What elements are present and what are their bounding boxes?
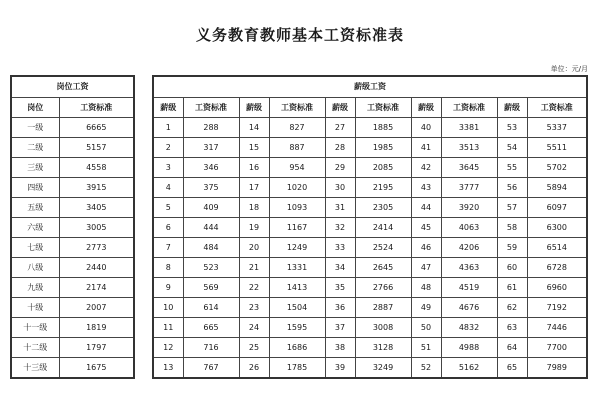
table-row	[11, 338, 134, 358]
grade-cell: 18	[239, 198, 269, 218]
grade-cell: 21	[239, 258, 269, 278]
grade-salary-cell: 1413	[269, 278, 325, 298]
salary-col-header: 工资标准	[355, 98, 411, 118]
grade-cell: 25	[239, 338, 269, 358]
post-salary-cell: 2440	[59, 258, 134, 278]
grade-cell: 28	[325, 138, 355, 158]
grade-salary-table	[152, 75, 588, 379]
grade-cell: 43	[411, 178, 441, 198]
grade-salary-cell: 2305	[355, 198, 411, 218]
grade-salary-cell: 3513	[441, 138, 497, 158]
grade-cell: 40	[411, 118, 441, 138]
grade-cell: 20	[239, 238, 269, 258]
post-col-header: 岗位	[11, 98, 59, 118]
grade-salary-cell: 2085	[355, 158, 411, 178]
grade-salary-cell: 5162	[441, 358, 497, 379]
grade-cell: 9	[153, 278, 183, 298]
grade-salary-cell: 4206	[441, 238, 497, 258]
grade-salary-cell: 7700	[527, 338, 587, 358]
table-row	[153, 358, 587, 379]
grade-cell: 7	[153, 238, 183, 258]
grade-cell: 59	[497, 238, 527, 258]
salary-col-header: 工资标准	[183, 98, 239, 118]
salary-table-body	[153, 118, 587, 379]
grade-salary-cell: 4832	[441, 318, 497, 338]
post-level-cell: 十级	[11, 298, 59, 318]
grade-cell: 6	[153, 218, 183, 238]
grade-cell: 49	[411, 298, 441, 318]
grade-cell: 5	[153, 198, 183, 218]
grade-salary-cell: 1020	[269, 178, 325, 198]
post-salary-cell: 3405	[59, 198, 134, 218]
salary-table-header: 薪级工资	[153, 76, 587, 98]
grade-salary-cell: 1504	[269, 298, 325, 318]
post-salary-cell: 1819	[59, 318, 134, 338]
grade-salary-cell: 6300	[527, 218, 587, 238]
grade-salary-cell: 2766	[355, 278, 411, 298]
table-row	[153, 118, 587, 138]
grade-cell: 58	[497, 218, 527, 238]
grade-salary-cell: 3777	[441, 178, 497, 198]
grade-salary-cell: 954	[269, 158, 325, 178]
post-level-cell: 七级	[11, 238, 59, 258]
post-level-cell: 六级	[11, 218, 59, 238]
grade-cell: 39	[325, 358, 355, 379]
table-row	[11, 278, 134, 298]
post-table-header: 岗位工资	[11, 76, 134, 98]
post-level-cell: 一级	[11, 118, 59, 138]
grade-cell: 32	[325, 218, 355, 238]
grade-cell: 57	[497, 198, 527, 218]
grade-cell: 34	[325, 258, 355, 278]
grade-cell: 50	[411, 318, 441, 338]
grade-cell: 29	[325, 158, 355, 178]
grade-salary-cell: 4676	[441, 298, 497, 318]
grade-cell: 61	[497, 278, 527, 298]
table-row	[11, 318, 134, 338]
grade-cell: 2	[153, 138, 183, 158]
table-row	[153, 338, 587, 358]
grade-salary-cell: 1595	[269, 318, 325, 338]
grade-cell: 37	[325, 318, 355, 338]
post-salary-cell: 6665	[59, 118, 134, 138]
grade-salary-cell: 6514	[527, 238, 587, 258]
table-row	[11, 298, 134, 318]
table-row	[153, 158, 587, 178]
grade-cell: 3	[153, 158, 183, 178]
post-salary-cell: 5157	[59, 138, 134, 158]
grade-cell: 4	[153, 178, 183, 198]
page-title: 义务教育教师基本工资标准表	[195, 26, 404, 44]
grade-cell: 30	[325, 178, 355, 198]
grade-salary-cell: 1331	[269, 258, 325, 278]
salary-col-header: 薪级	[325, 98, 355, 118]
grade-cell: 33	[325, 238, 355, 258]
grade-cell: 11	[153, 318, 183, 338]
grade-salary-cell: 1785	[269, 358, 325, 379]
post-level-cell: 十一级	[11, 318, 59, 338]
grade-cell: 15	[239, 138, 269, 158]
grade-cell: 27	[325, 118, 355, 138]
table-row	[153, 138, 587, 158]
unit-label: 单位：元/月	[550, 65, 588, 73]
grade-cell: 23	[239, 298, 269, 318]
table-row	[153, 178, 587, 198]
post-level-cell: 五级	[11, 198, 59, 218]
grade-salary-cell: 2195	[355, 178, 411, 198]
post-level-cell: 三级	[11, 158, 59, 178]
grade-salary-cell: 2524	[355, 238, 411, 258]
grade-salary-cell: 5894	[527, 178, 587, 198]
post-salary-cell: 2773	[59, 238, 134, 258]
post-salary-cell: 2007	[59, 298, 134, 318]
grade-cell: 54	[497, 138, 527, 158]
grade-salary-cell: 4063	[441, 218, 497, 238]
grade-cell: 14	[239, 118, 269, 138]
salary-column-headers	[153, 98, 587, 118]
grade-salary-cell: 1985	[355, 138, 411, 158]
grade-cell: 41	[411, 138, 441, 158]
grade-cell: 53	[497, 118, 527, 138]
grade-salary-cell: 614	[183, 298, 239, 318]
grade-salary-cell: 1686	[269, 338, 325, 358]
grade-salary-cell: 3645	[441, 158, 497, 178]
grade-salary-cell: 6960	[527, 278, 587, 298]
grade-salary-cell: 7192	[527, 298, 587, 318]
salary-col-header: 工资标准	[441, 98, 497, 118]
salary-col-header: 薪级	[411, 98, 441, 118]
grade-salary-cell: 3920	[441, 198, 497, 218]
grade-cell: 16	[239, 158, 269, 178]
table-row	[11, 158, 134, 178]
grade-salary-cell: 1093	[269, 198, 325, 218]
grade-salary-cell: 3128	[355, 338, 411, 358]
grade-cell: 38	[325, 338, 355, 358]
grade-cell: 1	[153, 118, 183, 138]
post-table-body	[11, 118, 134, 379]
grade-salary-cell: 887	[269, 138, 325, 158]
grade-salary-cell: 375	[183, 178, 239, 198]
table-row	[153, 318, 587, 338]
post-level-cell: 十三级	[11, 358, 59, 379]
table-row	[11, 138, 134, 158]
grade-cell: 44	[411, 198, 441, 218]
table-row	[153, 218, 587, 238]
post-level-cell: 九级	[11, 278, 59, 298]
grade-salary-cell: 2887	[355, 298, 411, 318]
table-row	[153, 298, 587, 318]
grade-salary-cell: 288	[183, 118, 239, 138]
post-salary-cell: 2174	[59, 278, 134, 298]
post-level-cell: 二级	[11, 138, 59, 158]
post-level-cell: 四级	[11, 178, 59, 198]
grade-salary-cell: 2645	[355, 258, 411, 278]
grade-cell: 22	[239, 278, 269, 298]
post-salary-cell: 4558	[59, 158, 134, 178]
grade-cell: 17	[239, 178, 269, 198]
table-row	[11, 258, 134, 278]
grade-salary-cell: 1167	[269, 218, 325, 238]
salary-col-header: 工资标准	[269, 98, 325, 118]
grade-cell: 63	[497, 318, 527, 338]
grade-cell: 60	[497, 258, 527, 278]
post-salary-cell: 1797	[59, 338, 134, 358]
table-row	[11, 198, 134, 218]
grade-cell: 31	[325, 198, 355, 218]
grade-salary-cell: 827	[269, 118, 325, 138]
salary-col-header: 薪级	[153, 98, 183, 118]
table-row	[11, 238, 134, 258]
grade-cell: 36	[325, 298, 355, 318]
post-col-header: 工资标准	[59, 98, 134, 118]
grade-cell: 64	[497, 338, 527, 358]
grade-salary-cell: 3381	[441, 118, 497, 138]
grade-cell: 45	[411, 218, 441, 238]
grade-salary-cell: 6097	[527, 198, 587, 218]
grade-cell: 42	[411, 158, 441, 178]
table-row	[153, 238, 587, 258]
grade-salary-cell: 1249	[269, 238, 325, 258]
table-row	[11, 178, 134, 198]
grade-salary-cell: 523	[183, 258, 239, 278]
grade-cell: 51	[411, 338, 441, 358]
post-level-cell: 八级	[11, 258, 59, 278]
grade-salary-cell: 6728	[527, 258, 587, 278]
grade-cell: 46	[411, 238, 441, 258]
grade-cell: 65	[497, 358, 527, 379]
grade-salary-cell: 716	[183, 338, 239, 358]
grade-cell: 52	[411, 358, 441, 379]
salary-col-header: 工资标准	[527, 98, 587, 118]
grade-cell: 35	[325, 278, 355, 298]
table-row	[153, 258, 587, 278]
grade-cell: 47	[411, 258, 441, 278]
grade-salary-cell: 4988	[441, 338, 497, 358]
grade-cell: 10	[153, 298, 183, 318]
grade-salary-cell: 3008	[355, 318, 411, 338]
post-salary-cell: 1675	[59, 358, 134, 379]
salary-col-header: 薪级	[239, 98, 269, 118]
post-salary-cell: 3915	[59, 178, 134, 198]
post-level-cell: 十二级	[11, 338, 59, 358]
table-row	[153, 198, 587, 218]
grade-salary-cell: 484	[183, 238, 239, 258]
grade-cell: 8	[153, 258, 183, 278]
post-salary-table	[10, 75, 135, 379]
grade-salary-cell: 7989	[527, 358, 587, 379]
table-row	[11, 118, 134, 138]
grade-cell: 26	[239, 358, 269, 379]
grade-salary-cell: 3249	[355, 358, 411, 379]
grade-cell: 48	[411, 278, 441, 298]
grade-salary-cell: 5511	[527, 138, 587, 158]
table-row	[153, 278, 587, 298]
grade-cell: 13	[153, 358, 183, 379]
grade-salary-cell: 409	[183, 198, 239, 218]
grade-salary-cell: 7446	[527, 318, 587, 338]
grade-cell: 62	[497, 298, 527, 318]
grade-salary-cell: 767	[183, 358, 239, 379]
grade-salary-cell: 2414	[355, 218, 411, 238]
post-salary-cell: 3005	[59, 218, 134, 238]
grade-cell: 24	[239, 318, 269, 338]
grade-salary-cell: 317	[183, 138, 239, 158]
grade-salary-cell: 569	[183, 278, 239, 298]
grade-cell: 12	[153, 338, 183, 358]
grade-salary-cell: 5702	[527, 158, 587, 178]
grade-salary-cell: 4519	[441, 278, 497, 298]
grade-salary-cell: 4363	[441, 258, 497, 278]
salary-col-header: 薪级	[497, 98, 527, 118]
table-row	[11, 358, 134, 379]
grade-salary-cell: 1885	[355, 118, 411, 138]
grade-salary-cell: 444	[183, 218, 239, 238]
grade-cell: 19	[239, 218, 269, 238]
table-row	[11, 218, 134, 238]
grade-cell: 55	[497, 158, 527, 178]
grade-salary-cell: 665	[183, 318, 239, 338]
grade-cell: 56	[497, 178, 527, 198]
grade-salary-cell: 346	[183, 158, 239, 178]
grade-salary-cell: 5337	[527, 118, 587, 138]
